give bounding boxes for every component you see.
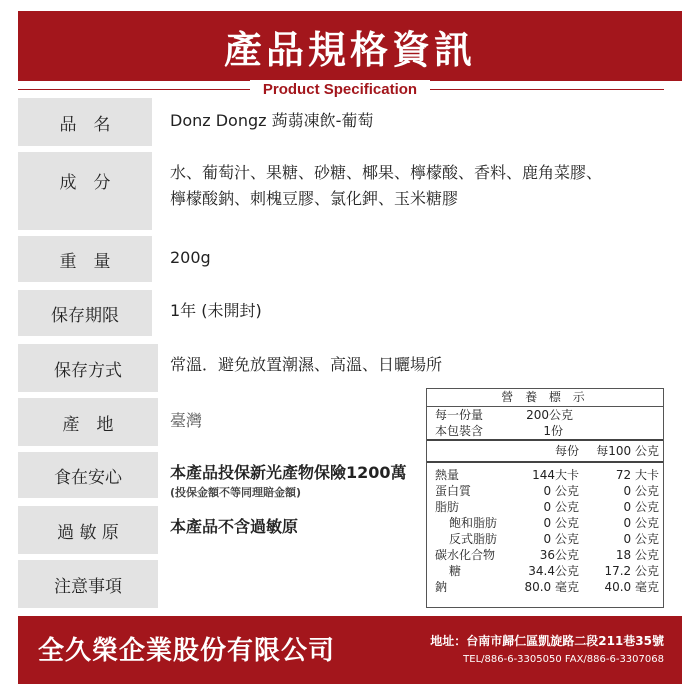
ingredients-line-1: 水、葡萄汁、果糖、砂糖、椰果、檸檬酸、香料、鹿角菜膠、 <box>170 163 603 182</box>
label-weight: 重 量 <box>18 236 152 282</box>
nutrition-title: 營 養 標 示 <box>427 389 663 407</box>
page-title: 產品規格資訊 <box>223 27 476 72</box>
per-100g-header: 每100 公克 <box>596 444 659 458</box>
nutrient-row: 鈉 80.0 毫克 40.0 毫克 <box>435 580 659 594</box>
company-address: 地址：台南市歸仁區凱旋路二段211巷35號 <box>430 634 664 648</box>
value-weight: 200g <box>170 248 211 267</box>
value-ingredients <box>170 160 602 212</box>
nutrient-row: 飽和脂肪 0 公克 0 公克 <box>449 516 659 530</box>
nutrient-row: 糖 34.4公克 17.2 公克 <box>449 564 659 578</box>
label-storage: 保存方式 <box>18 344 158 392</box>
nutrition-table <box>426 388 664 608</box>
value-shelf-life: 1年 (未開封) <box>170 301 262 320</box>
nutrient-row: 蛋白質 0 公克 0 公克 <box>435 484 659 498</box>
value-safety <box>170 460 407 500</box>
label-safety: 食在安心 <box>18 452 158 498</box>
nutrient-row: 脂肪 0 公克 0 公克 <box>435 500 659 514</box>
label-ingredients: 成 分 <box>18 152 152 230</box>
page-header <box>18 11 682 81</box>
nutrient-row: 反式脂肪 0 公克 0 公克 <box>449 532 659 546</box>
value-allergen: 本產品不含過敏原 <box>170 517 299 536</box>
label-notice: 注意事項 <box>18 560 158 608</box>
company-footer <box>18 616 682 684</box>
safety-note: (投保金額不等同理賠金額) <box>170 486 302 499</box>
column-header-row <box>427 439 663 461</box>
page-subtitle: Product Specification <box>250 80 430 100</box>
label-origin: 產 地 <box>18 398 158 446</box>
value-name: Donz Dongz 蒟蒻凍飲-葡萄 <box>170 111 374 130</box>
serving-size-row <box>427 407 663 423</box>
company-name: 全久榮企業股份有限公司 <box>38 636 336 666</box>
ingredients-line-2: 檸檬酸鈉、刺槐豆膠、氯化鉀、玉米糖膠 <box>170 189 459 208</box>
per-serving-header: 每份 <box>554 444 579 458</box>
serving-size-value: 200公克 <box>526 408 573 422</box>
label-allergen: 過 敏 原 <box>18 506 158 554</box>
servings-label: 本包裝含 <box>435 424 484 438</box>
servings-row <box>427 423 663 439</box>
label-name: 品 名 <box>18 98 152 146</box>
label-shelf-life: 保存期限 <box>18 290 152 336</box>
value-origin: 臺灣 <box>170 411 203 430</box>
nutrient-row: 碳水化合物 36公克 18 公克 <box>435 548 659 562</box>
serving-size-label: 每一份量 <box>435 408 484 422</box>
servings-value: 1份 <box>543 424 563 438</box>
company-contact: TEL/886-6-3305050 FAX/886-6-3307068 <box>463 654 664 665</box>
safety-text: 本產品投保新光產物保險1200萬 <box>170 463 407 482</box>
nutrient-row: 熱量 144大卡 72 大卡 <box>435 468 659 482</box>
value-storage: 常溫．避免放置潮濕、高溫、日曬場所 <box>170 355 443 374</box>
